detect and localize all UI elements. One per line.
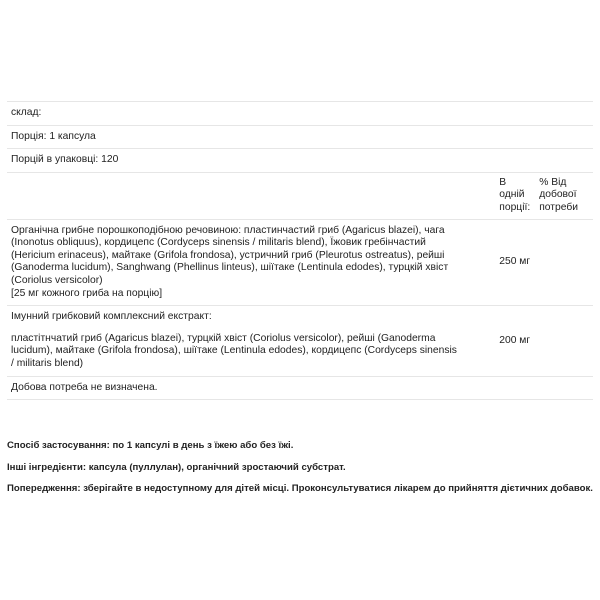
servings-per-container-row <box>7 149 593 173</box>
serving-size: Порція: 1 капсула <box>7 125 593 149</box>
usage-directions: Спосіб застосування: по 1 капсулі в день з їжею або без їжі. <box>7 440 294 451</box>
facts-title-row <box>7 102 593 126</box>
other-ingredients: Інші інгредієнти: капсула (пуллулан), органічний зростаючий субстрат. <box>7 461 346 473</box>
facts-title: склад: <box>7 102 593 126</box>
servings-per-container: Порцій в упаковці: 120 <box>7 149 593 173</box>
product-notes <box>7 440 597 505</box>
header-daily-value: % Від добової потреби <box>535 172 593 219</box>
ingredient-row-immune-complex-extract <box>7 306 593 376</box>
header-amount-per-serving: В одній порції: <box>497 172 535 219</box>
supplement-facts-table <box>7 101 593 400</box>
warning: Попередження: зберігайте в недоступному для дітей місці. Проконсультуватися лікарем до прийняття дієтичних добавок. <box>7 483 593 494</box>
ingredient-row-organic-mushroom-powder <box>7 219 593 306</box>
ingredient-name: Органічна грибне порошкоподібною речовиною: пластинчастий гриб (Agaricus blazei), чага (Inonotus obliquus), кордицепс (Cordyceps sinensis / militaris blend), Їжовик гребінчастий (Hericium erinaceus), майтаке (Grifola frondosa), устричний гриб (Pleurotus ostreatus), рейші (Ganoderma lucidum), Sanghwang (Phellinus linteus), шіїтаке (Lentinula edodes), турцкій хвіст (Coriolus versicolor) [25 мг кожного гриба на порцію] <box>7 219 497 306</box>
serving-size-row <box>7 125 593 149</box>
ingredient-group-title: Імунний грибковий комплексний екстракт: <box>11 311 212 323</box>
column-header-row <box>7 172 593 219</box>
footnote-row <box>7 376 593 400</box>
ingredient-daily-value <box>535 306 593 376</box>
ingredient-name: Імунний грибковий комплексний екстракт: пластітнчатий гриб (Agaricus blazei), турцкій хвіст (Coriolus versicolor), рейші (Ganoderma lucidum), майтаке (Grifola frondosa), шіїтаке (Lentinula edodes), кордицепс (Cordyceps sinensis / militaris blend) <box>7 306 497 376</box>
ingredient-amount: 250 мг <box>497 219 535 306</box>
ingredient-daily-value <box>535 219 593 306</box>
ingredient-amount: 200 мг <box>497 306 535 376</box>
daily-value-footnote: Добова потреба не визначена. <box>7 376 593 400</box>
header-blank <box>7 172 497 219</box>
